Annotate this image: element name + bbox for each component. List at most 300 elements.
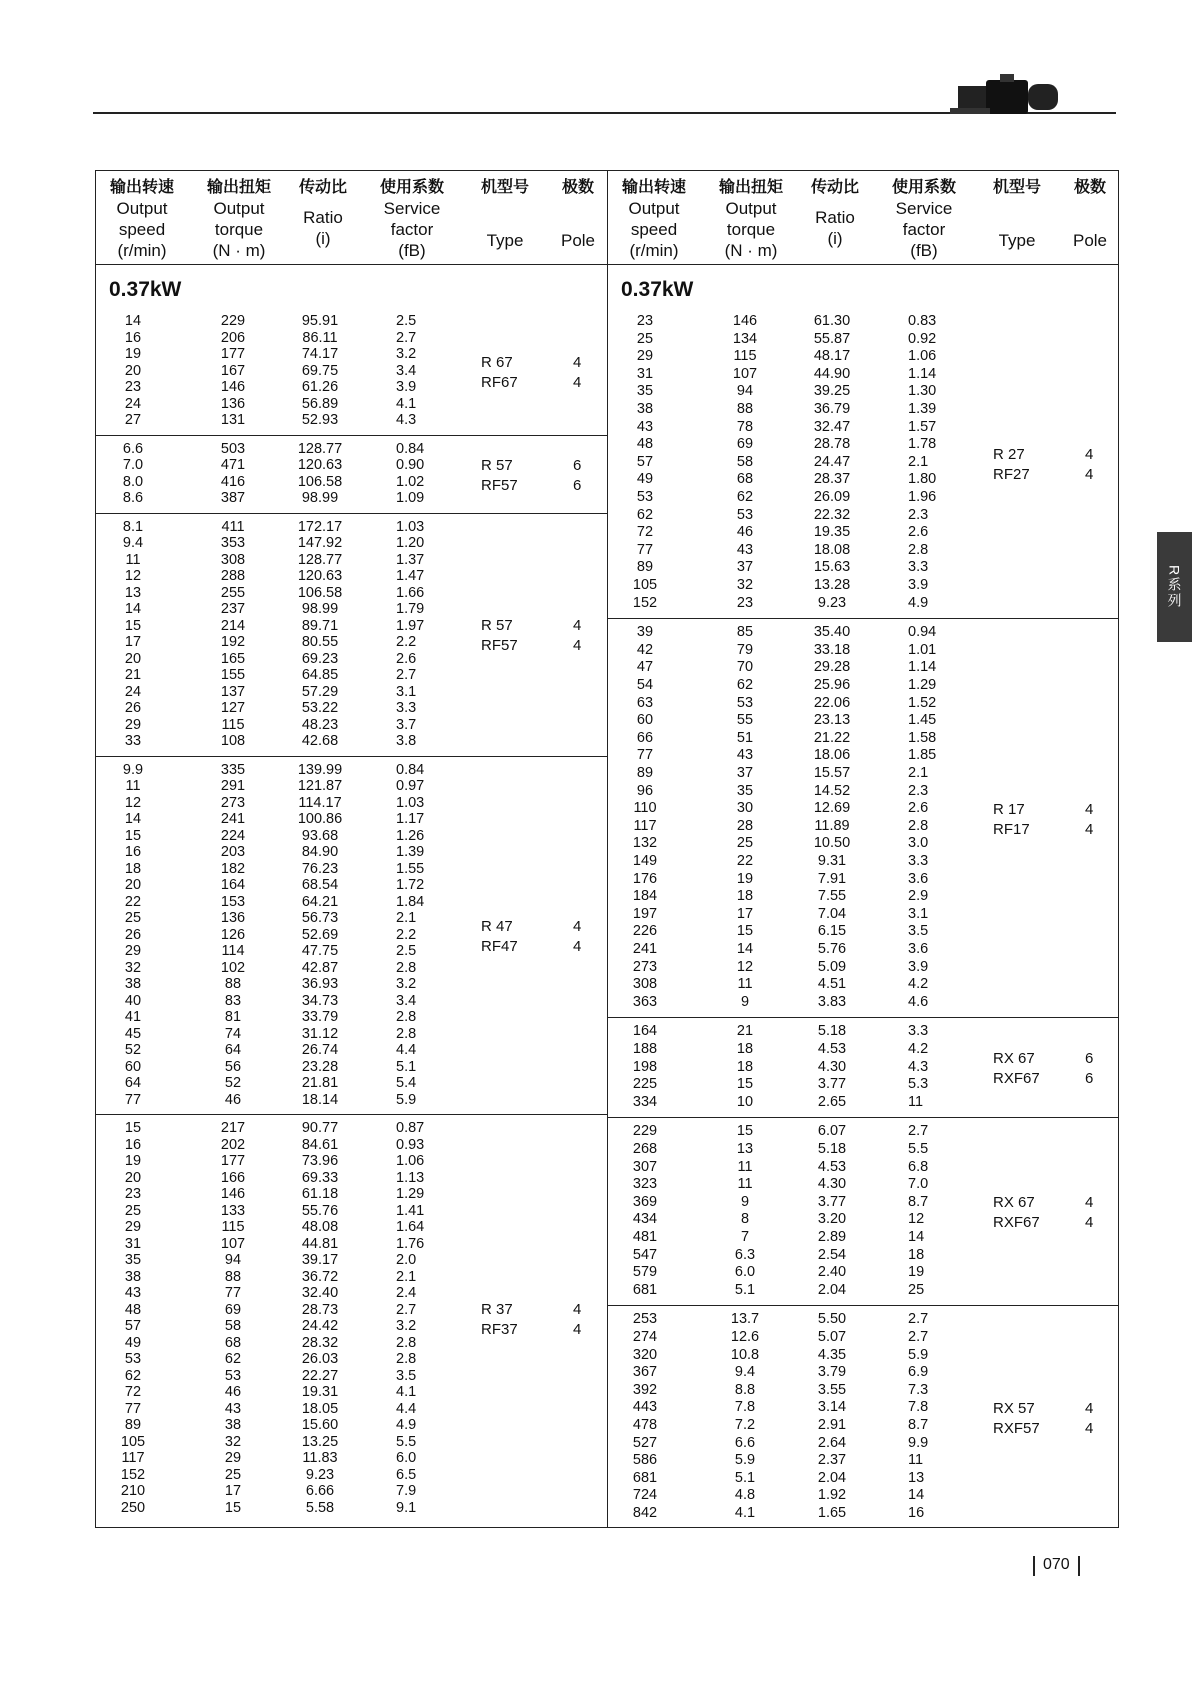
type-group	[95, 1117, 607, 1523]
factor-cell: 1.03	[396, 518, 425, 535]
ratio-cell: 15.60	[301, 1417, 339, 1433]
type-model: RF57	[481, 476, 518, 494]
torque-cell: 46	[224, 1091, 242, 1108]
factor-cell: 1.14	[908, 659, 937, 676]
ratio-cell: 28.37	[813, 471, 851, 488]
speed-cell: 132	[632, 835, 658, 852]
table-row	[95, 1186, 607, 1203]
factor-cell: 1.41	[396, 1202, 425, 1219]
type-group	[95, 310, 607, 436]
speed-cell: 29	[636, 348, 654, 365]
speed-cell: 38	[124, 1268, 142, 1285]
factor-cell: 1.96	[908, 489, 937, 505]
column-header-en: Ratio	[815, 208, 855, 227]
ratio-cell: 2.04	[817, 1281, 847, 1298]
torque-cell: 22	[736, 852, 754, 869]
speed-cell: 334	[632, 1093, 658, 1110]
type-group	[607, 1308, 1119, 1529]
pole-count: 4	[573, 637, 582, 654]
ratio-cell: 98.99	[301, 601, 339, 617]
column-header-en: (N · m)	[212, 241, 266, 260]
torque-cell: 70	[736, 659, 754, 676]
table-row	[607, 1311, 1119, 1328]
ratio-cell: 3.77	[817, 1193, 847, 1210]
ratio-cell: 15.63	[813, 559, 851, 576]
ratio-cell: 53.22	[301, 700, 339, 716]
table-row	[95, 828, 607, 845]
ratio-cell: 18.08	[813, 541, 851, 558]
ratio-cell: 28.73	[301, 1301, 339, 1318]
factor-cell: 3.4	[396, 362, 417, 379]
ratio-cell: 120.63	[297, 457, 343, 473]
ratio-cell: 28.32	[301, 1334, 339, 1351]
speed-cell: 26	[124, 926, 142, 943]
ratio-cell: 47.75	[301, 943, 339, 959]
speed-cell: 250	[120, 1499, 146, 1516]
torque-cell: 165	[220, 650, 246, 667]
table-row	[95, 733, 607, 750]
torque-cell: 107	[220, 1235, 246, 1252]
speed-cell: 16	[124, 329, 142, 346]
torque-cell: 335	[220, 761, 246, 778]
table-row	[607, 712, 1119, 729]
torque-cell: 224	[220, 827, 246, 844]
ratio-cell: 56.73	[301, 910, 339, 926]
ratio-cell: 61.30	[813, 313, 851, 329]
ratio-cell: 5.76	[817, 940, 847, 957]
type-group	[607, 1120, 1119, 1306]
ratio-cell: 3.77	[817, 1076, 847, 1093]
ratio-cell: 3.14	[817, 1399, 847, 1416]
torque-cell: 416	[220, 473, 246, 490]
speed-cell: 23	[636, 313, 654, 329]
torque-cell: 15	[736, 923, 754, 940]
table-row	[607, 348, 1119, 365]
table-row	[607, 489, 1119, 506]
column-header-en: speed	[118, 220, 166, 239]
pole-count: 6	[1085, 1070, 1094, 1088]
pole-count: 4	[573, 373, 582, 391]
torque-cell: 115	[221, 1219, 245, 1235]
factor-cell: 2.7	[396, 667, 417, 683]
torque-cell: 43	[736, 541, 754, 558]
table-row	[95, 552, 607, 569]
table-row	[607, 1176, 1119, 1193]
page-number: 070	[1043, 1556, 1070, 1573]
ratio-cell: 7.91	[817, 870, 847, 887]
torque-cell: 94	[736, 383, 754, 400]
column-header	[800, 176, 870, 249]
factor-cell: 2.7	[908, 1328, 929, 1345]
speed-cell: 274	[632, 1328, 658, 1345]
ratio-cell: 36.93	[301, 976, 339, 992]
ratio-cell: 39.17	[301, 1252, 339, 1268]
factor-cell: 7.3	[908, 1381, 929, 1398]
factor-cell: 6.0	[396, 1450, 417, 1466]
column-header-en: Output	[213, 199, 265, 218]
group-rule	[607, 618, 1119, 619]
column-header-en: torque	[214, 220, 264, 239]
ratio-cell: 98.99	[301, 490, 339, 506]
torque-cell: 114	[221, 943, 245, 959]
factor-cell: 0.94	[908, 624, 937, 641]
torque-cell: 115	[733, 348, 757, 365]
column-header-zh: 输出转速	[621, 177, 686, 196]
speed-cell: 63	[636, 694, 654, 711]
torque-cell: 146	[732, 313, 758, 329]
column-header	[706, 176, 796, 261]
torque-cell: 14	[736, 940, 754, 957]
ratio-cell: 28.78	[813, 436, 851, 453]
torque-cell: 69	[736, 436, 754, 453]
type-pole-cell	[993, 1399, 1103, 1439]
power-rating: 0.37kW	[621, 278, 694, 301]
speed-cell: 681	[632, 1469, 658, 1486]
factor-cell: 4.1	[396, 1384, 417, 1400]
ratio-cell: 44.81	[301, 1235, 339, 1252]
ratio-cell: 1.65	[817, 1504, 847, 1521]
factor-cell: 1.64	[396, 1219, 425, 1235]
torque-cell: 353	[220, 535, 246, 551]
table-row	[607, 1264, 1119, 1281]
pole-count: 6	[573, 456, 582, 474]
speed-cell: 17	[124, 634, 142, 650]
table-row	[95, 396, 607, 413]
side-tab	[1157, 532, 1192, 642]
column-header-zh: 机型号	[992, 177, 1041, 196]
table-row	[607, 1452, 1119, 1469]
speed-cell: 307	[632, 1158, 658, 1175]
torque-cell: 146	[220, 379, 246, 395]
type-pole-cell	[993, 1049, 1103, 1089]
table-row	[607, 419, 1119, 436]
torque-cell: 133	[220, 1202, 246, 1219]
pole-count: 4	[1085, 445, 1094, 463]
type-model: RXF67	[993, 1070, 1040, 1088]
speed-cell: 53	[124, 1351, 142, 1367]
speed-cell: 273	[632, 958, 658, 975]
column-header-en: (N · m)	[724, 241, 778, 260]
column-header	[553, 176, 603, 251]
speed-cell: 547	[632, 1246, 658, 1263]
speed-cell: 13	[124, 584, 142, 601]
type-model: R 57	[481, 617, 513, 634]
speed-cell: 579	[632, 1264, 658, 1281]
type-model: RF57	[481, 637, 518, 654]
type-model: RF47	[481, 937, 518, 955]
speed-cell: 27	[124, 412, 142, 428]
factor-cell: 1.26	[396, 827, 425, 844]
torque-cell: 53	[736, 506, 754, 523]
torque-cell: 18	[736, 888, 754, 905]
ratio-cell: 56.89	[301, 395, 339, 412]
speed-cell: 25	[124, 1202, 142, 1219]
table-row	[607, 730, 1119, 747]
torque-cell: 134	[732, 330, 758, 347]
speed-cell: 41	[124, 1009, 142, 1025]
ratio-cell: 120.63	[297, 568, 343, 584]
column-header	[609, 176, 699, 261]
type-pole-cell	[481, 353, 591, 393]
table-row	[607, 976, 1119, 993]
type-model: RF27	[993, 465, 1030, 483]
speed-cell: 253	[632, 1311, 658, 1328]
table-row	[95, 585, 607, 602]
type-group	[95, 438, 607, 514]
ratio-cell: 18.05	[301, 1400, 339, 1417]
pole-count: 4	[1085, 820, 1094, 838]
table-row	[95, 1351, 607, 1368]
ratio-cell: 90.77	[301, 1120, 339, 1136]
speed-cell: 47	[636, 659, 654, 676]
speed-cell: 105	[120, 1433, 146, 1450]
table-row	[607, 577, 1119, 594]
factor-cell: 2.1	[908, 453, 929, 470]
column-header-zh: 传动比	[298, 177, 347, 196]
group-rule	[95, 1114, 607, 1115]
torque-cell: 62	[224, 1351, 242, 1367]
speed-cell: 25	[636, 330, 654, 347]
column-header-en: Pole	[1072, 231, 1108, 250]
column-header-en: (r/min)	[629, 241, 679, 260]
factor-cell: 3.6	[908, 940, 929, 957]
speed-cell: 9.4	[122, 535, 144, 551]
table-row	[95, 1368, 607, 1385]
speed-cell: 53	[636, 489, 654, 505]
factor-cell: 4.3	[908, 1058, 929, 1075]
table-row	[95, 1483, 607, 1500]
table-row	[95, 535, 607, 552]
torque-cell: 7.8	[734, 1399, 756, 1416]
table-row	[607, 695, 1119, 712]
group-rule	[607, 1305, 1119, 1306]
speed-cell: 478	[632, 1416, 658, 1433]
pole-count: 4	[573, 917, 582, 935]
speed-cell: 62	[636, 506, 654, 523]
speed-cell: 434	[632, 1211, 658, 1228]
torque-cell: 68	[224, 1334, 242, 1351]
factor-cell: 7.0	[908, 1176, 929, 1193]
factor-cell: 2.7	[908, 1311, 929, 1328]
ratio-cell: 11.89	[814, 817, 850, 834]
factor-cell: 14	[908, 1228, 925, 1245]
type-model: R 37	[481, 1301, 513, 1318]
table-row	[607, 765, 1119, 782]
ratio-cell: 2.04	[817, 1469, 847, 1486]
table-row	[607, 1282, 1119, 1299]
table-row	[607, 1382, 1119, 1399]
speed-cell: 39	[636, 624, 654, 641]
factor-cell: 1.17	[396, 811, 425, 827]
torque-cell: 53	[224, 1367, 242, 1384]
torque-cell: 9	[740, 1193, 750, 1210]
torque-cell: 94	[224, 1252, 242, 1268]
speed-cell: 23	[124, 379, 142, 395]
table-row	[95, 795, 607, 812]
ratio-cell: 4.53	[817, 1158, 847, 1175]
speed-cell: 20	[124, 650, 142, 667]
ratio-cell: 5.58	[305, 1499, 335, 1516]
speed-cell: 48	[124, 1301, 142, 1318]
ratio-cell: 61.26	[301, 379, 339, 395]
torque-cell: 8	[740, 1211, 750, 1228]
torque-cell: 15	[736, 1076, 754, 1093]
factor-cell: 3.2	[396, 976, 417, 992]
torque-cell: 25	[736, 835, 754, 852]
ratio-cell: 5.09	[817, 958, 847, 975]
column-header	[194, 176, 284, 261]
ratio-cell: 4.30	[817, 1058, 847, 1075]
speed-cell: 62	[124, 1367, 142, 1384]
factor-cell: 3.0	[908, 835, 929, 852]
torque-cell: 387	[220, 490, 246, 506]
side-tab-label: R系列	[1166, 564, 1183, 610]
table-row	[95, 1170, 607, 1187]
ratio-cell: 64.85	[301, 667, 339, 683]
speed-cell: 35	[124, 1252, 142, 1268]
factor-cell: 3.5	[908, 923, 929, 940]
table-row	[95, 1401, 607, 1418]
torque-cell: 46	[224, 1384, 242, 1400]
table-row	[95, 1203, 607, 1220]
ratio-cell: 3.55	[817, 1381, 847, 1398]
factor-cell: 2.5	[396, 313, 417, 329]
torque-cell: 46	[736, 524, 754, 541]
factor-cell: 3.3	[908, 852, 929, 869]
factor-cell: 9.1	[396, 1499, 417, 1516]
type-model: RX 57	[993, 1399, 1035, 1417]
torque-cell: 79	[736, 641, 754, 658]
ratio-cell: 3.20	[817, 1211, 847, 1228]
pole-count: 4	[1085, 1194, 1094, 1212]
speed-cell: 11	[125, 551, 141, 568]
torque-cell: 411	[221, 518, 245, 535]
ratio-cell: 18.06	[813, 747, 851, 764]
factor-cell: 6.5	[396, 1466, 417, 1483]
torque-cell: 11	[737, 1176, 753, 1193]
ratio-cell: 3.79	[817, 1364, 847, 1381]
factor-cell: 0.83	[908, 313, 937, 329]
type-model: RXF67	[993, 1214, 1040, 1232]
ratio-cell: 13.28	[813, 577, 851, 593]
speed-cell: 481	[632, 1228, 658, 1245]
group-rule	[95, 435, 607, 436]
factor-cell: 2.8	[396, 1025, 417, 1042]
torque-cell: 10	[736, 1093, 754, 1110]
speed-cell: 443	[632, 1399, 658, 1416]
speed-cell: 369	[632, 1193, 658, 1210]
ratio-cell: 25.96	[813, 676, 851, 693]
factor-cell: 6.8	[908, 1158, 929, 1175]
torque-cell: 6.6	[734, 1434, 756, 1451]
torque-cell: 35	[736, 782, 754, 799]
torque-cell: 58	[736, 453, 754, 470]
torque-cell: 88	[224, 1268, 242, 1285]
speed-cell: 184	[632, 888, 658, 905]
column-header-en: Pole	[560, 231, 596, 250]
table-row	[607, 595, 1119, 612]
column-header-en: Ratio	[303, 208, 343, 227]
ratio-cell: 114.17	[298, 794, 342, 811]
speed-cell: 29	[124, 1219, 142, 1235]
ratio-cell: 32.40	[301, 1285, 339, 1301]
table-row	[95, 1075, 607, 1092]
torque-cell: 13.7	[730, 1311, 760, 1328]
speed-cell: 176	[632, 870, 658, 887]
table-row	[607, 331, 1119, 348]
factor-cell: 1.52	[908, 694, 937, 711]
factor-cell: 2.7	[396, 1301, 417, 1318]
speed-cell: 38	[124, 976, 142, 992]
torque-cell: 126	[220, 926, 246, 943]
speed-cell: 22	[124, 893, 142, 910]
ratio-cell: 26.03	[301, 1351, 339, 1367]
speed-cell: 8.1	[122, 518, 144, 535]
torque-cell: 177	[220, 346, 246, 362]
factor-cell: 2.1	[396, 1268, 417, 1285]
column-header	[367, 176, 457, 261]
pole-count: 4	[573, 1301, 582, 1318]
factor-cell: 0.84	[396, 761, 425, 778]
factor-cell: 4.9	[396, 1417, 417, 1433]
ratio-cell: 1.92	[817, 1487, 847, 1504]
factor-cell: 13	[908, 1469, 925, 1486]
torque-cell: 108	[220, 733, 246, 749]
factor-cell: 1.06	[908, 348, 937, 365]
table-row	[95, 1153, 607, 1170]
speed-cell: 49	[636, 471, 654, 488]
torque-cell: 15	[224, 1499, 242, 1516]
torque-cell: 28	[736, 817, 754, 834]
factor-cell: 0.90	[396, 457, 425, 473]
torque-cell: 291	[220, 778, 246, 794]
table-row	[95, 1092, 607, 1109]
table-row	[95, 717, 607, 734]
ratio-cell: 36.72	[301, 1268, 339, 1285]
factor-cell: 11	[908, 1452, 924, 1469]
torque-cell: 131	[220, 412, 246, 428]
ratio-cell: 39.25	[813, 383, 851, 400]
speed-cell: 77	[124, 1091, 142, 1108]
torque-cell: 9	[740, 993, 750, 1010]
factor-cell: 5.9	[396, 1091, 417, 1108]
table-row	[95, 1120, 607, 1137]
torque-cell: 166	[220, 1169, 246, 1186]
ratio-cell: 4.53	[817, 1040, 847, 1057]
speed-cell: 225	[632, 1076, 658, 1093]
column-header-en: (r/min)	[117, 241, 167, 260]
pole-count: 4	[1085, 1399, 1094, 1417]
table-row	[95, 330, 607, 347]
column-header-en: Service	[383, 199, 441, 218]
factor-cell: 5.1	[396, 1058, 417, 1075]
type-model: R 47	[481, 917, 513, 935]
torque-cell: 83	[224, 992, 242, 1009]
torque-cell: 6.0	[734, 1264, 756, 1281]
speed-cell: 35	[636, 383, 654, 400]
speed-cell: 14	[124, 811, 142, 827]
ratio-cell: 7.55	[817, 888, 847, 905]
torque-cell: 18	[736, 1058, 754, 1075]
torque-cell: 192	[220, 634, 246, 650]
type-pole-cell	[481, 456, 591, 496]
factor-cell: 4.4	[396, 1042, 417, 1058]
ratio-cell: 44.90	[813, 365, 851, 382]
factor-cell: 4.2	[908, 976, 929, 993]
table-row	[95, 844, 607, 861]
torque-cell: 137	[220, 683, 246, 700]
ratio-cell: 147.92	[297, 535, 343, 551]
